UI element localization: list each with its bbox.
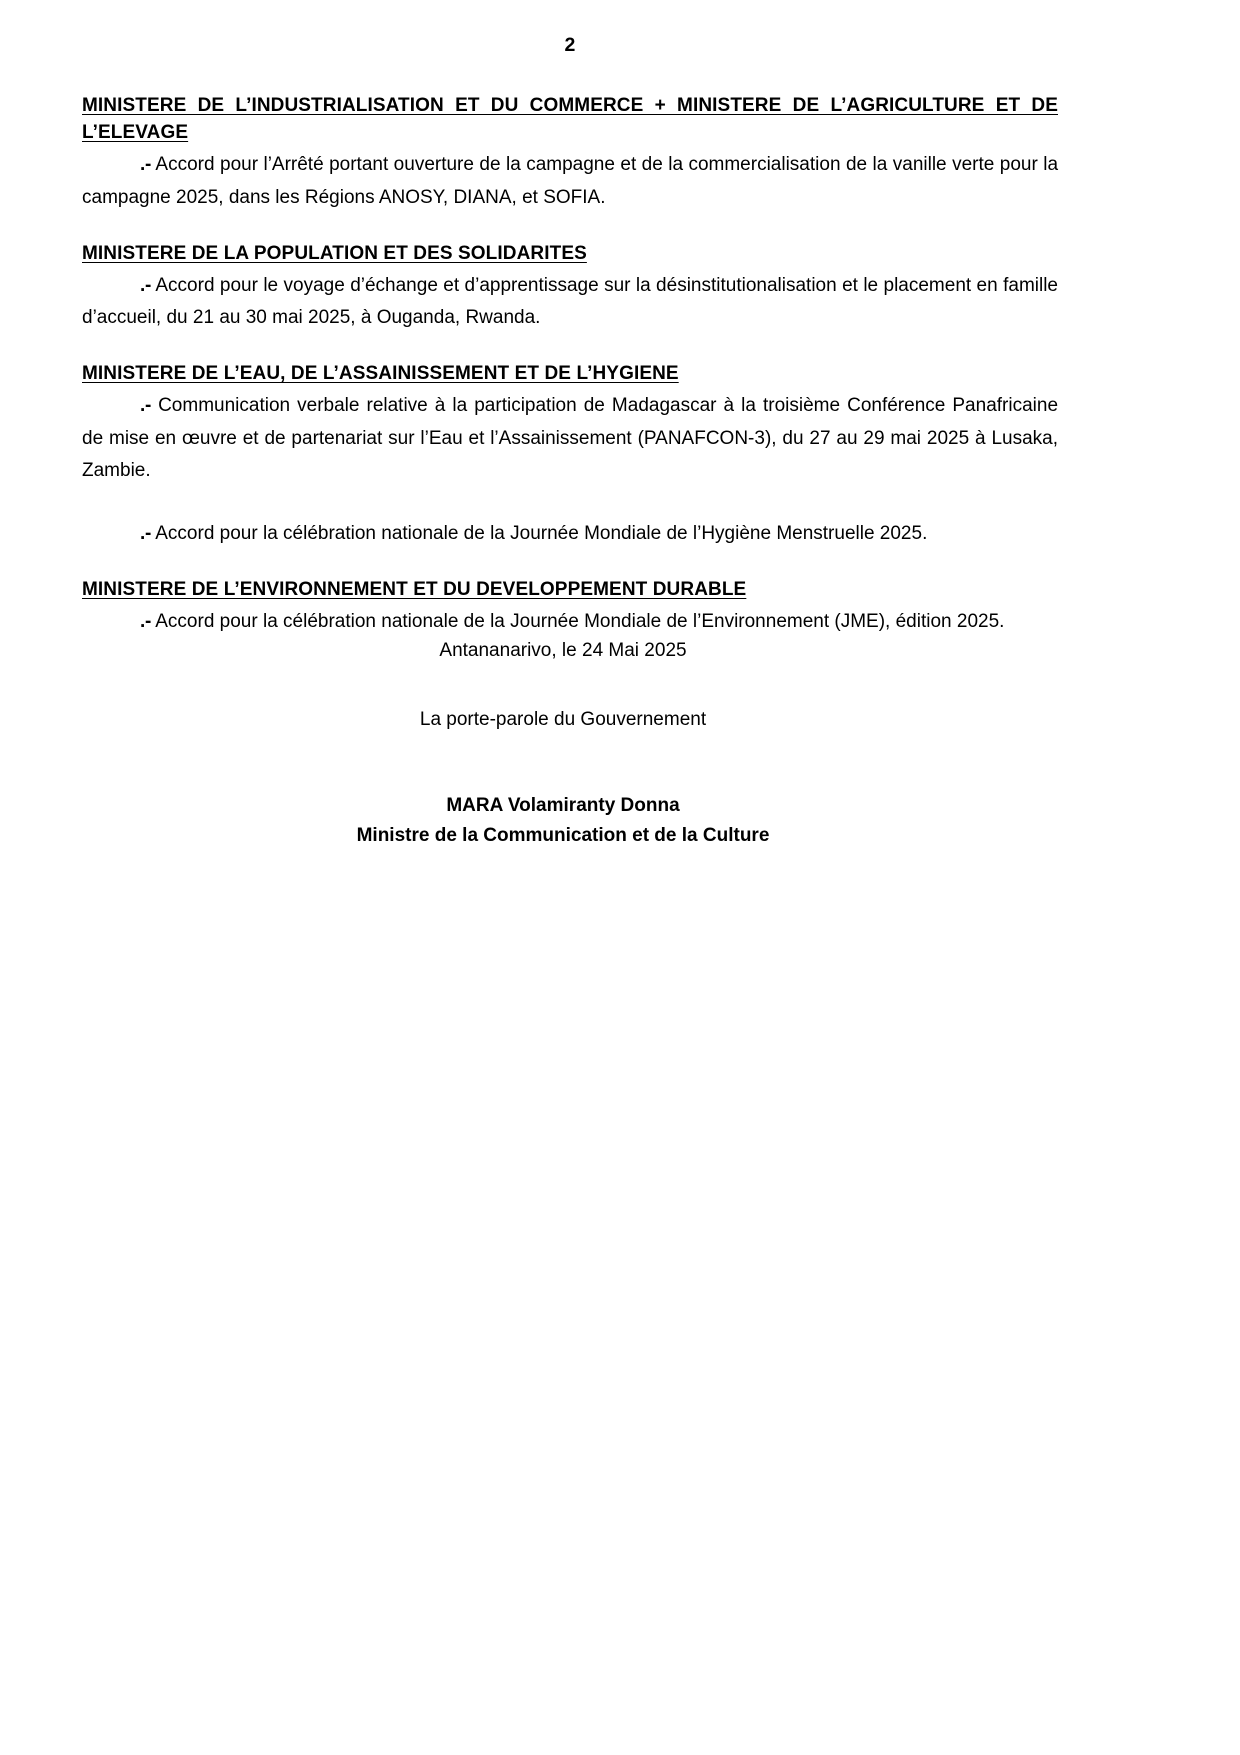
item-bullet: .-: [140, 274, 152, 296]
page-number: 2: [564, 34, 576, 56]
section-environnement-developpement-durable: [82, 577, 1058, 639]
item-bullet: .-: [140, 610, 152, 632]
document-body: [82, 34, 1058, 638]
decision-item: [82, 606, 1058, 639]
decision-item: [82, 518, 1058, 551]
section-eau-assainissement-hygiene: [82, 361, 1058, 551]
item-body: Communication verbale relative à la participation de Madagascar à la troisième Conférence Panafricaine de mise en œuvre et de partenariat sur l’Eau et l’Assainissement (PANAFCON-3), du 27 au 29 mai 2025 à Lusaka, Zambie.: [82, 394, 1059, 482]
item-bullet: .-: [140, 522, 152, 544]
signature-place-date: Antananarivo, le 24 Mai 2025: [439, 640, 687, 661]
item-body: Accord pour la célébration nationale de la Journée Mondiale de l’Hygiène Menstruelle 2025.: [155, 522, 928, 544]
item-body: Accord pour l’Arrêté portant ouverture de la campagne et de la commercialisation de la vanille verte pour la campagne 2025, dans les Régions ANOSY, DIANA, et SOFIA.: [82, 154, 1059, 208]
ministry-heading: MINISTERE DE L’EAU, DE L’ASSAINISSEMENT ET DE L’HYGIENE: [82, 362, 679, 384]
ministry-heading: MINISTERE DE L’ENVIRONNEMENT ET DU DEVELOPPEMENT DURABLE: [82, 578, 747, 600]
signature-block: [82, 636, 1058, 852]
signature-name: MARA Volamiranty Donna: [446, 794, 680, 816]
section-population-solidarites: [82, 241, 1058, 335]
signature-title: Ministre de la Communication et de la Culture: [356, 825, 770, 847]
decision-item: [82, 270, 1058, 335]
section-industrialisation-commerce-agriculture-elevage: [82, 93, 1058, 214]
decision-item: [82, 149, 1058, 214]
item-bullet: .-: [140, 394, 152, 416]
item-body: Accord pour le voyage d’échange et d’apprentissage sur la désinstitutionalisation et le placement en famille d’accueil, du 21 au 30 mai 2025, à Ouganda, Rwanda.: [82, 274, 1058, 329]
item-bullet: .-: [140, 154, 152, 176]
item-body: Accord pour la célébration nationale de la Journée Mondiale de l’Environnement (JME), édition 2025.: [155, 610, 1005, 632]
ministry-heading: MINISTERE DE LA POPULATION ET DES SOLIDARITES: [82, 242, 587, 264]
ministry-heading: MINISTERE DE L’INDUSTRIALISATION ET DU COMMERCE + MINISTERE DE L’AGRICULTURE ET DE L’ELEVAGE: [82, 95, 1058, 144]
signature-role: La porte-parole du Gouvernement: [419, 709, 707, 731]
decision-item: [82, 390, 1058, 488]
